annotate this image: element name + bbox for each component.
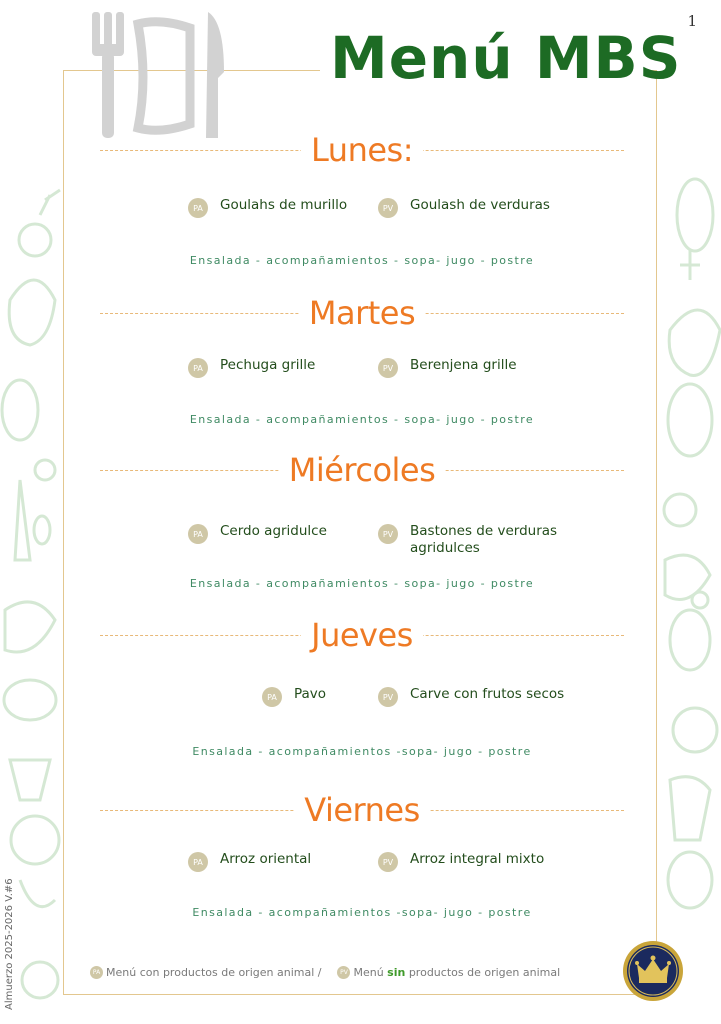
pa-badge-icon: PA: [90, 966, 103, 979]
day-header: [100, 450, 624, 490]
pv-badge-icon: PV: [378, 198, 398, 218]
day-name: Martes: [299, 294, 425, 332]
side-dishes: Ensalada - acompañamientos -sopa- jugo - postre: [192, 745, 532, 758]
legend-vegetal-pre: Menú: [353, 966, 384, 979]
dish-name: Carve con frutos secos: [410, 686, 565, 702]
version-label: Almuerzo 2025-2026 V.#6: [4, 878, 15, 1010]
dish-name: Berenjena grille: [410, 357, 517, 373]
dish-name: Arroz integral mixto: [410, 851, 545, 867]
pv-badge-icon: PV: [378, 524, 398, 544]
pv-badge-icon: PV: [378, 358, 398, 378]
dish-animal: [188, 197, 347, 218]
day-section-lunes: [100, 130, 624, 267]
day-header: [100, 130, 624, 170]
dish-name: Cerdo agridulce: [220, 523, 327, 539]
pv-badge-icon: PV: [378, 852, 398, 872]
day-name: Jueves: [301, 616, 423, 654]
legend-vegetal: [353, 966, 560, 979]
dish-animal: [188, 357, 315, 378]
page-number: 1: [687, 12, 697, 30]
pv-badge-icon: PV: [378, 687, 398, 707]
dish-animal: [188, 523, 327, 544]
day-section-miercoles: [100, 450, 624, 590]
dish-vegetal: [378, 851, 544, 872]
dish-vegetal: [378, 686, 564, 707]
side-dishes: Ensalada - acompañamientos - sopa- jugo - postre: [189, 413, 535, 426]
dish-name: Arroz oriental: [220, 851, 312, 867]
side-dishes: Ensalada - acompañamientos - sopa- jugo - postre: [189, 577, 535, 590]
legend: [90, 966, 576, 979]
legend-vegetal-highlight: sin: [387, 966, 406, 979]
day-header: [100, 615, 624, 655]
dish-animal: [188, 851, 311, 872]
dish-animal: [262, 686, 326, 707]
side-dishes: Ensalada - acompañamientos -sopa- jugo - postre: [192, 906, 532, 919]
pa-badge-icon: PA: [188, 198, 208, 218]
day-name: Miércoles: [279, 451, 446, 489]
day-name: Viernes: [294, 791, 430, 829]
menu-title: Menú MBS: [330, 24, 682, 92]
side-dishes: Ensalada - acompañamientos - sopa- jugo - postre: [189, 254, 535, 267]
crown-emblem-icon: [622, 940, 684, 1002]
dish-vegetal: [378, 357, 517, 378]
dish-name: Pavo: [294, 686, 327, 702]
pa-badge-icon: PA: [188, 358, 208, 378]
dish-vegetal: [378, 197, 550, 218]
day-header: [100, 790, 624, 830]
legend-vegetal-post: productos de origen animal: [408, 966, 561, 979]
dish-vegetal: [378, 523, 578, 557]
pv-badge-icon: PV: [337, 966, 350, 979]
legend-animal: Menú con productos de origen animal /: [106, 966, 322, 979]
day-section-viernes: [100, 790, 624, 919]
dish-name: Pechuga grille: [220, 357, 316, 373]
dish-name: Goulash de verduras: [410, 197, 550, 213]
pa-badge-icon: PA: [188, 524, 208, 544]
dish-name: Goulahs de murillo: [220, 197, 348, 213]
day-section-martes: [100, 293, 624, 426]
pa-badge-icon: PA: [188, 852, 208, 872]
day-name: Lunes:: [301, 131, 423, 169]
pa-badge-icon: PA: [262, 687, 282, 707]
day-section-jueves: [100, 615, 624, 758]
day-header: [100, 293, 624, 333]
dish-name: Bastones de verduras agridulces: [410, 523, 558, 556]
fork-knife-plate-icon: [90, 8, 230, 143]
